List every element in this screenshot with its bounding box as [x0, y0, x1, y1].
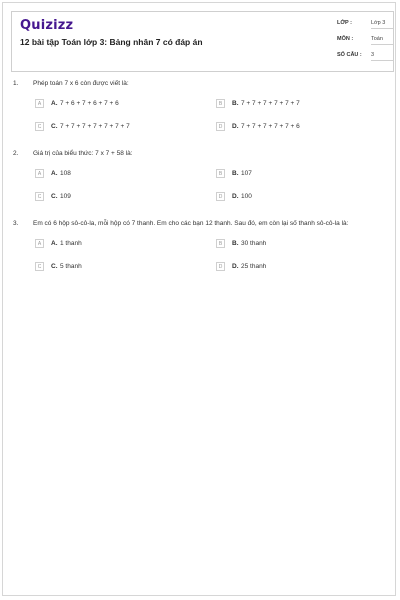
- worksheet-title: 12 bài tập Toán lớp 3: Bảng nhân 7 có đáp án: [20, 37, 203, 47]
- option-letter: B.: [232, 240, 239, 247]
- option-letter: A.: [51, 170, 58, 177]
- option-letter: C.: [51, 123, 58, 130]
- option-letter: D.: [232, 263, 239, 270]
- quizizz-logo: Quizizz: [20, 18, 74, 33]
- option-a-box[interactable]: A: [35, 169, 44, 178]
- option-d-box[interactable]: D: [216, 262, 225, 271]
- question-number: 3.: [13, 220, 19, 227]
- option-d-box[interactable]: D: [216, 192, 225, 201]
- option-c-box[interactable]: C: [35, 192, 44, 201]
- question-text: Em có 6 hộp sô-cô-la, mỗi hộp có 7 thanh. Em cho các bạn 12 thanh. Sau đó, em còn lại số thanh sô-cô-la là:: [33, 220, 349, 227]
- option-a-box[interactable]: A: [35, 99, 44, 108]
- option-text: 25 thanh: [241, 263, 267, 270]
- option-text: 7 + 7 + 7 + 7 + 7 + 6: [241, 123, 300, 130]
- option-letter: A.: [51, 240, 58, 247]
- option-text: 30 thanh: [241, 240, 267, 247]
- option-b-box[interactable]: B: [216, 169, 225, 178]
- grade-value: Lớp 3: [371, 20, 393, 29]
- option-text: 5 thanh: [60, 263, 82, 270]
- option-b-box[interactable]: B: [216, 239, 225, 248]
- question-text: Phép toán 7 x 6 còn được viết là:: [33, 80, 129, 87]
- option-d-box[interactable]: D: [216, 122, 225, 131]
- option-text: 7 + 7 + 7 + 7 + 7 + 7 + 7: [60, 123, 130, 130]
- grade-label: LỚP :: [337, 20, 352, 26]
- question-number: 2.: [13, 150, 19, 157]
- subject-value: Toán: [371, 36, 393, 45]
- option-letter: C.: [51, 263, 58, 270]
- option-text: 7 + 7 + 7 + 7 + 7 + 7: [241, 100, 300, 107]
- option-text: 7 + 6 + 7 + 6 + 7 + 6: [60, 100, 119, 107]
- question-count-label: SỐ CÂU :: [337, 52, 362, 58]
- worksheet-header: [11, 11, 394, 72]
- worksheet-page: [2, 2, 396, 596]
- option-text: 109: [60, 193, 71, 200]
- option-letter: C.: [51, 193, 58, 200]
- option-letter: D.: [232, 193, 239, 200]
- option-letter: A.: [51, 100, 58, 107]
- question-number: 1.: [13, 80, 19, 87]
- question-text: Giá trị của biểu thức: 7 x 7 + 58 là:: [33, 150, 133, 157]
- subject-label: MÔN :: [337, 36, 354, 42]
- option-letter: B.: [232, 170, 239, 177]
- option-text: 1 thanh: [60, 240, 82, 247]
- question-count-value: 3: [371, 52, 393, 61]
- option-letter: D.: [232, 123, 239, 130]
- option-a-box[interactable]: A: [35, 239, 44, 248]
- option-text: 100: [241, 193, 252, 200]
- option-b-box[interactable]: B: [216, 99, 225, 108]
- option-letter: B.: [232, 100, 239, 107]
- option-c-box[interactable]: C: [35, 262, 44, 271]
- option-text: 108: [60, 170, 71, 177]
- option-text: 107: [241, 170, 252, 177]
- option-c-box[interactable]: C: [35, 122, 44, 131]
